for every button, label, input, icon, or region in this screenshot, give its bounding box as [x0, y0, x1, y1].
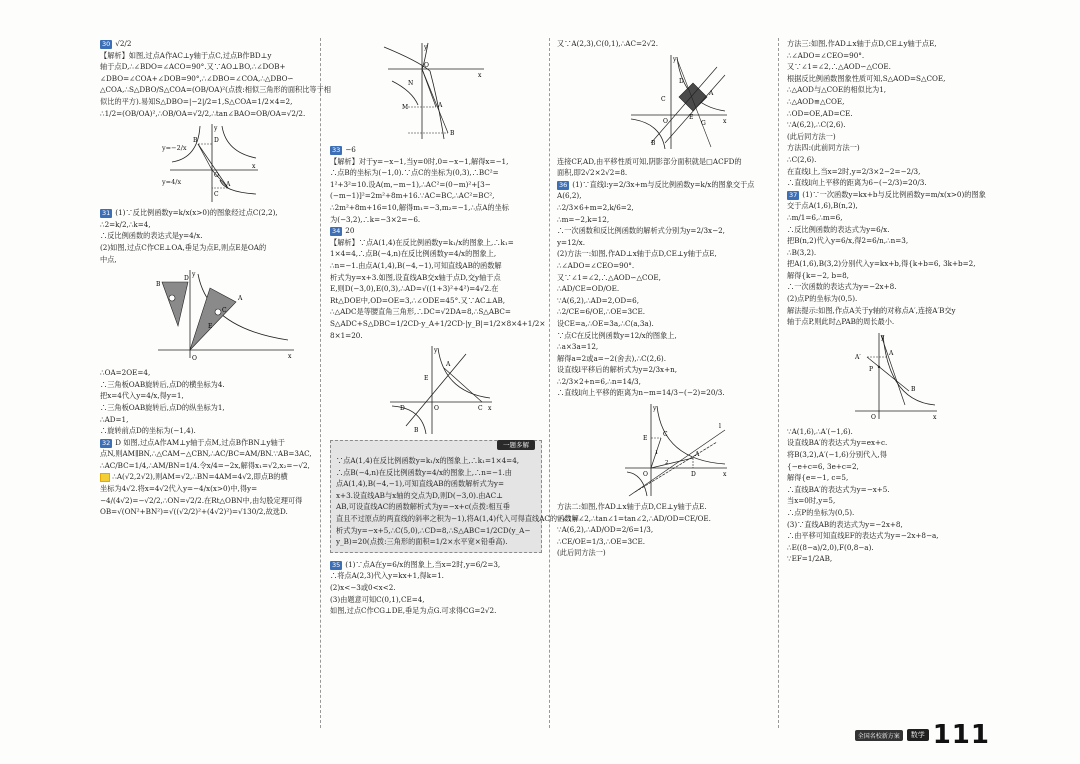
text-line: 中点,	[100, 254, 117, 264]
text-line: (2)点P的坐标为(0,5).	[787, 294, 858, 304]
text-line: 为(−3,2),∴k=−3×2=−6.	[330, 214, 421, 224]
fig-label: x	[723, 117, 727, 125]
text-line: ∴AD/CE=OD/OE.	[557, 284, 620, 294]
text-line: {−e+c=6, 3e+c=2,	[787, 461, 859, 471]
text-line: 解得a=2或a=−2(舍去),∴C(2,6).	[557, 353, 667, 363]
graph-q34	[386, 344, 496, 436]
text-line: ∴CE/OE=1/3,∴OE=3CE.	[557, 536, 646, 546]
text-line: ∵A(6,2),∴C(2,6).	[787, 120, 846, 130]
text-line: 坐标为4√2.将x=4√2代入y=−4/x(x>0)中,得y=	[100, 484, 258, 494]
text-line: ∵∠1=∠2,∴tan∠1=tan∠2,∴AD/OD=CE/OE.	[557, 513, 711, 523]
text-line: 把A(1,6),B(3,2)分别代入y=kx+b,得{k+b=6, 3k+b=2,	[787, 259, 976, 269]
fig-label: C	[214, 191, 219, 199]
text-line: ∴将点A(2,3)代入y=kx+1,得k=1.	[330, 571, 444, 581]
fig-label: O	[871, 413, 876, 421]
text-line: 设CE=a,∴OE=3a,∴C(a,3a).	[557, 318, 654, 328]
fig-label: G	[701, 119, 706, 127]
graph-q37	[851, 331, 941, 423]
text-line: 【解析】∵点A(1,4)在反比例函数y=k₁/x的图象上,∴k₁=	[330, 237, 514, 247]
text-line: △COA,∴S△DBO/S△COA=(OB/OA)²(点拨:相似三角形的面积比等于相	[100, 85, 331, 95]
fig-label: y	[192, 271, 196, 279]
text-line: 析式为y=−x+5,∴C(5,0),∴CD=8,∴S△ABC=1/2CD(y_A−	[336, 525, 531, 535]
text-line: 交于点A(1,6),B(n,2),	[787, 201, 858, 211]
graph-q36	[621, 402, 731, 498]
fig-label: A	[226, 181, 231, 189]
fig-label: D	[691, 471, 696, 479]
fig-label: B	[193, 137, 198, 145]
text-line: 当x=0时,y=5,	[787, 496, 836, 506]
text-line: 又∵∠1=∠2,∴△AOD∽△COE.	[787, 62, 891, 72]
fig-label: A	[446, 361, 451, 369]
curve-label-1: y=−2/x	[162, 144, 187, 153]
fig-label: y	[673, 55, 677, 63]
fig-label: D	[679, 77, 684, 85]
figure-q31	[148, 268, 310, 364]
text-line: x+3.设直线AB与x轴的交点为D,则D(−3,0).由AC⊥	[336, 490, 503, 500]
column-4	[787, 38, 999, 738]
fig-label: x	[252, 163, 256, 171]
fig-label: O	[192, 355, 197, 363]
text-line: E,则D(−3,0),E(0,3),∴AD=√((1+3)²+4²)=4√2.在	[330, 284, 499, 294]
text-line: 又∵A(2,3),C(0,1),∴AC=2√2.	[557, 39, 659, 48]
text-line: ∴B(3,2).	[787, 247, 817, 257]
text-line: 方法三:如图,作AD⊥x轴于点D,CE⊥y轴于点E,	[787, 39, 937, 48]
text-line: ∴直线l向上平移的距离为6−(−2/3)=20/3.	[787, 178, 927, 188]
graph-triangle-rotation	[148, 268, 298, 364]
text-line: ∴点P的坐标为(0,5).	[787, 508, 855, 517]
text-line: y_B)=20(点拨:三角形的面积=1/2×水平宽×铅垂高).	[336, 537, 508, 547]
multi-solution-box	[330, 440, 579, 553]
fig-label: B	[911, 385, 916, 393]
fig-label: x	[478, 72, 482, 79]
text-line: ∵A(6,2),∴AD=2,OD=6,	[557, 295, 640, 305]
text-line: ∴2/CE=6/OE,∴OE=3CE.	[557, 307, 646, 317]
multi-solution-tag: 一题多解	[497, 440, 535, 450]
text-line: 方法二:如图,作AD⊥x轴于点D,CE⊥y轴于点E.	[557, 502, 707, 512]
text-line: ∴点B(−4,n)在反比例函数y=4/x的图象上,∴n=−1.由	[336, 467, 512, 477]
text-line: ∴OA=2OE=4,	[100, 368, 151, 378]
fig-label: x	[933, 413, 937, 421]
text-line: 1×4=4,∴点B(−4,n)在反比例函数y=4/x的图象上,	[330, 249, 497, 259]
fig-label: O	[424, 62, 429, 69]
figure-q35	[621, 53, 769, 153]
text-line: ∴AD=1,	[100, 414, 129, 424]
fig-label: E	[689, 113, 694, 121]
fig-label: C	[478, 405, 483, 413]
text-line: ∴∠ADO=∠CEO=90°.	[787, 50, 865, 60]
text-line: (2)方法一:如图,作AD⊥x轴于点D,CE⊥y轴于点E,	[557, 249, 717, 259]
question-badge: 33	[332, 146, 341, 154]
fig-label: l	[719, 423, 721, 431]
page-footer	[855, 720, 990, 750]
subject-badge: 数学	[907, 729, 929, 741]
text-line: ∴AC/BC=1/4,∴AM/BN=1/4.令x/4=−2x,解得x₁=√2,x₂=−√2,	[100, 460, 310, 470]
text-line: 1²+3²=10.设A(m,−m−1),∴AC²=(0−m)²+[3−	[330, 179, 491, 189]
column-divider-1	[320, 38, 321, 728]
fig-label: 2	[665, 460, 669, 467]
fig-label: E	[208, 323, 213, 331]
fig-label: y	[881, 333, 885, 341]
text-line: ∴直线l向上平移的距离为n−m=14/3−(−2)=20/3.	[557, 388, 725, 398]
column-divider-3	[778, 38, 779, 728]
column-divider-2	[549, 38, 550, 728]
text-line: ∴1/2=(OB/OA)²,∴OB/OA=√2/2,∴tan∠BAO=OB/OA=√2/2.	[100, 108, 306, 118]
text-line: ∴三角板OAB旋转后,点D的横坐标为4.	[100, 379, 225, 389]
question-badge: 37	[789, 190, 798, 199]
fig-label: D	[400, 405, 405, 413]
fig-label: O	[663, 117, 668, 125]
fig-label: A	[889, 349, 894, 357]
q35-answer: 35 (1)∵点A在y=6/x的图象上,当x=2时,y=6/2=3,	[332, 559, 501, 569]
question-badge: 36	[559, 180, 568, 189]
fig-label: y	[653, 405, 657, 413]
fig-label: A	[438, 102, 443, 109]
text-line: 如图,过点C作CG⊥DE,垂足为点G.可求得CG=2√2.	[330, 606, 497, 616]
text-line: 轴于点D,∴∠BDO=∠ACO=90°.又∵AO⊥BO,∴∠DOB+	[100, 62, 286, 72]
text-line: 根据反比例函数图象性质可知,S△AOD=S△COE,	[787, 73, 946, 83]
text-line: 方法四:(此前同方法一)	[787, 143, 860, 153]
text-line: ∴A(√2,2√2),则AM=√2,∴BN=4AM=4√2,即点B的横	[100, 471, 310, 483]
fig-label: y	[424, 44, 428, 51]
q34-answer: 34 20	[332, 226, 355, 236]
fig-label: B	[414, 427, 419, 435]
fig-label: x	[488, 405, 492, 413]
fig-label: O	[434, 405, 439, 413]
fig-label: x	[723, 471, 727, 479]
text-line: ∴三角板OAB旋转后,点D的纵坐标为1,	[100, 402, 225, 412]
fig-label: P	[869, 365, 874, 373]
fig-label: B	[450, 130, 455, 137]
text-line: ∴2=k/2,∴k=4,	[100, 219, 151, 229]
text-line: 轴于点P,则此时△PAB的周长最小.	[787, 317, 895, 327]
text-line: (3)∵直线AB的表达式为y=−2x+8,	[787, 519, 903, 529]
fig-label: A	[238, 295, 243, 303]
text-line: 【解析】对于y=−x−1,当y=0时,0=−x−1,解得x=−1,	[330, 156, 509, 166]
text-line: ∴2/3×2+n=6,∴n=14/3,	[557, 376, 641, 386]
graph-q32	[378, 41, 488, 141]
figure-q30	[160, 122, 310, 204]
text-line: (3)由题意可知C(0,1),CE=4,	[330, 594, 425, 604]
q31-answer: 31 (1)∵反比例函数y=k/x(x>0)的图象经过点C(2,2),	[102, 208, 278, 218]
question-badge: 32	[102, 438, 111, 447]
fig-label: B	[156, 281, 161, 289]
curve-label-2: y=4/x	[162, 178, 182, 187]
fig-label: x	[288, 353, 292, 361]
text-line: ∴由平移可知直线EF的表达式为y=−2x+8−a,	[787, 531, 939, 541]
fig-label: D	[184, 275, 189, 283]
fig-label: A	[695, 451, 700, 459]
text-line: −4/(4√2)=−√2/2,∴ON=√2/2.在Rt△OBN中,由勾股定理可得	[100, 495, 303, 505]
text-line: (2)如图,过点C作CE⊥OA,垂足为点E,则点E是OA的	[100, 242, 267, 252]
fig-label: C	[222, 307, 227, 315]
text-line: 把B(n,2)代入y=6/x,得2=6/n,∴n=3,	[787, 236, 909, 246]
brand-logo: 全国名校新方案	[855, 730, 903, 741]
text-line: ∴2/3×6+m=2,k/6=2,	[557, 202, 634, 212]
fig-label: A′	[855, 353, 861, 361]
text-line: ∴OD=OE,AD=CE.	[787, 108, 853, 118]
text-line: ∴m=−2,k=12,	[557, 214, 610, 224]
figure-q36	[621, 402, 769, 498]
text-line: ∴点B的坐标为(−1,0).∵点C的坐标为(0,3),∴BC²=	[330, 168, 499, 178]
question-badge: 30	[102, 40, 111, 48]
fig-label: D	[214, 137, 219, 145]
text-line: 点A(1,4),B(−4,−1),可知直线AB的函数解析式为y=	[336, 479, 504, 489]
text-line: 又∵∠1=∠2,∴△AOD∽△COE,	[557, 272, 661, 282]
text-line: y=12/x.	[557, 237, 585, 247]
text-line: ∴E((8−a)/2,0),F(0,8−a).	[787, 542, 874, 552]
fig-label: N	[408, 80, 414, 87]
text-line: ∵A(6,2),∴AD/OD=2/6=1/3,	[557, 525, 654, 535]
text-line: ∵A(1,6),∴A′(−1,6).	[787, 426, 853, 436]
text-line: ∴一次函数和反比例函数的解析式分别为y=2/3x−2,	[557, 226, 725, 236]
figure-q34	[386, 344, 542, 436]
text-line: ∵点C在反比例函数y=12/x的图象上,	[557, 330, 677, 340]
page-number: 111	[932, 720, 990, 750]
fig-label: M	[402, 104, 409, 111]
text-line: OB=√(ON²+BN²)=√((√2/2)²+(4√2)²)=√130/2,故选D.	[100, 507, 288, 517]
text-line: S△ADC+S△DBC=1/2CD·y_A+1/2CD·|y_B|=1/2×8×4+1/2×	[330, 318, 546, 328]
text-line: ∴一次函数的表达式为y=−2x+8.	[787, 282, 897, 292]
text-line: ∴旋转前点D的坐标为(−1,4).	[100, 426, 196, 436]
fig-label: O	[643, 471, 648, 479]
text-line: 似比的平方).易知S△DBO=|−2|/2=1,S△COA=1/2×4=2,	[100, 96, 293, 106]
graph-q35	[621, 53, 731, 153]
text-line: ∴C(2,6).	[787, 154, 817, 164]
text-line: ∴a×3a=12,	[557, 342, 599, 352]
text-line: 8×1=20.	[330, 330, 363, 340]
text-line: ∴△AOD与△COE的相似比为1,	[787, 85, 887, 95]
text-line: ∴反比例函数的表达式是y=4/x.	[100, 231, 203, 241]
text-line: ∴直线BA′的表达式为y=−x+5.	[787, 484, 890, 494]
q37-answer: 37 (1)∵一次函数y=kx+b与反比例函数y=m/x(x>0)的图象	[789, 189, 986, 199]
question-badge: 35	[332, 560, 341, 569]
text-line: 点N,则AM∥BN,∴△CAM∽△CBN,∴AC/BC=AM/BN.∵AB=3AC,	[100, 449, 312, 459]
text-line: 把x=4代入y=4/x,得y=1,	[100, 391, 184, 401]
fig-label: 1	[655, 450, 659, 457]
text-line: (−m−1)]²=2m²+8m+16.∵AC=BC,∴AC²=BC²,	[330, 191, 495, 201]
text-line: ∠DBO=∠COA+∠DOB=90°,∴∠DBO=∠COA,∴△DBO∽	[100, 73, 294, 83]
q32-answer: 32 D 如图,过点A作AM⊥y轴于点M,过点B作BN⊥y轴于	[102, 437, 285, 447]
text-line: ∴m/1=6,∴m=6,	[787, 212, 843, 222]
fig-label: C	[661, 95, 666, 103]
text-line: (2)x<−3或0<x<2.	[330, 583, 396, 593]
text-line: AB,可设直线AC的函数解析式为y=−x+c(点拨:相互垂	[336, 502, 510, 512]
text-line: 连接CF,AD,由平移性质可知,阴影部分面积就是□ACFD的	[557, 156, 742, 166]
text-line: ∴△AOD≌△COE,	[787, 96, 845, 106]
fig-label: E	[643, 435, 648, 443]
column-1	[100, 38, 331, 738]
text-line: 解法提示:如图,作点A关于y轴的对称点A′,连接A′B交y	[787, 305, 956, 315]
text-line: 将B(3,2),A′(−1,6)分别代入,得	[787, 450, 887, 460]
text-line: 设直线l平移后的解析式为y=2/3x+n,	[557, 365, 678, 375]
text-line: 解得{e=−1, c=5,	[787, 473, 849, 483]
fig-label: y	[214, 125, 218, 133]
text-line: 解得{k=−2, b=8,	[787, 270, 849, 280]
question-badge: 31	[102, 209, 111, 218]
text-line: Rt△DOE中,OD=OE=3,∴∠ODE=45°.又∵AC⊥AB,	[330, 295, 506, 305]
text-line: ∵EF=1/2AB,	[787, 554, 833, 564]
fig-label: C	[663, 431, 668, 439]
text-line: 面积,即2√2×2√2=8.	[557, 168, 628, 178]
text-line: 设直线BA′的表达式为y=ex+c.	[787, 438, 888, 448]
text-line: ∴△ADC是等腰直角三角形,∴DC=√2DA=8,∴S△ABC=	[330, 307, 511, 317]
text-line: 在直线l上,当x=2时,y=2/3×2−2=−2/3,	[787, 166, 921, 176]
text-line: ∴∠ADO=∠CEO=90°.	[557, 260, 635, 270]
question-badge: 34	[332, 227, 341, 236]
text-line: ∴反比例函数的表达式为y=6/x.	[787, 224, 890, 234]
fig-label: y	[434, 347, 438, 355]
text-line: A(6,2),	[557, 191, 582, 201]
highlight-marker[interactable]	[100, 473, 110, 482]
text-line: ∴2m²+8m+16=10,解得m₁=−3,m₂=−1,∴点A的坐标	[330, 202, 509, 212]
text-line: 【解析】如图,过点A作AC⊥y轴于点C,过点B作BD⊥y	[100, 50, 272, 60]
fig-label: O	[214, 172, 219, 180]
column-3	[557, 38, 769, 738]
text-line: 直且不过原点的两直线的斜率之积为−1),将A(1,4)代入可得直线AC的函数解	[336, 514, 579, 524]
graph-hyperbolas	[160, 122, 260, 204]
text-line: ∴n=−1.由点A(1,4),B(−4,−1),可知直线AB的函数解	[330, 260, 502, 270]
figure-q37	[851, 331, 999, 423]
figure-q32	[378, 41, 542, 141]
fig-label: E	[424, 375, 429, 383]
fig-label: B	[651, 139, 656, 147]
q30-answer: 30 √2/2	[102, 39, 132, 48]
text-line: (此后同方法一)	[787, 131, 836, 141]
text-line: ∵点A(1,4)在反比例函数y=k₁/x的图象上,∴k₁=1×4=4,	[336, 456, 520, 466]
q36-answer: 36 (1)∵直线l:y=2/3x+m与反比例函数y=k/x的图象交于点	[559, 179, 755, 189]
text-line: 析式为y=x+3.如图,设直线AB交x轴于点D,交y轴于点	[330, 272, 501, 282]
text-line: (此后同方法一)	[557, 548, 606, 558]
fig-label: A	[709, 89, 714, 97]
q33-answer: 33 −6	[332, 145, 356, 154]
